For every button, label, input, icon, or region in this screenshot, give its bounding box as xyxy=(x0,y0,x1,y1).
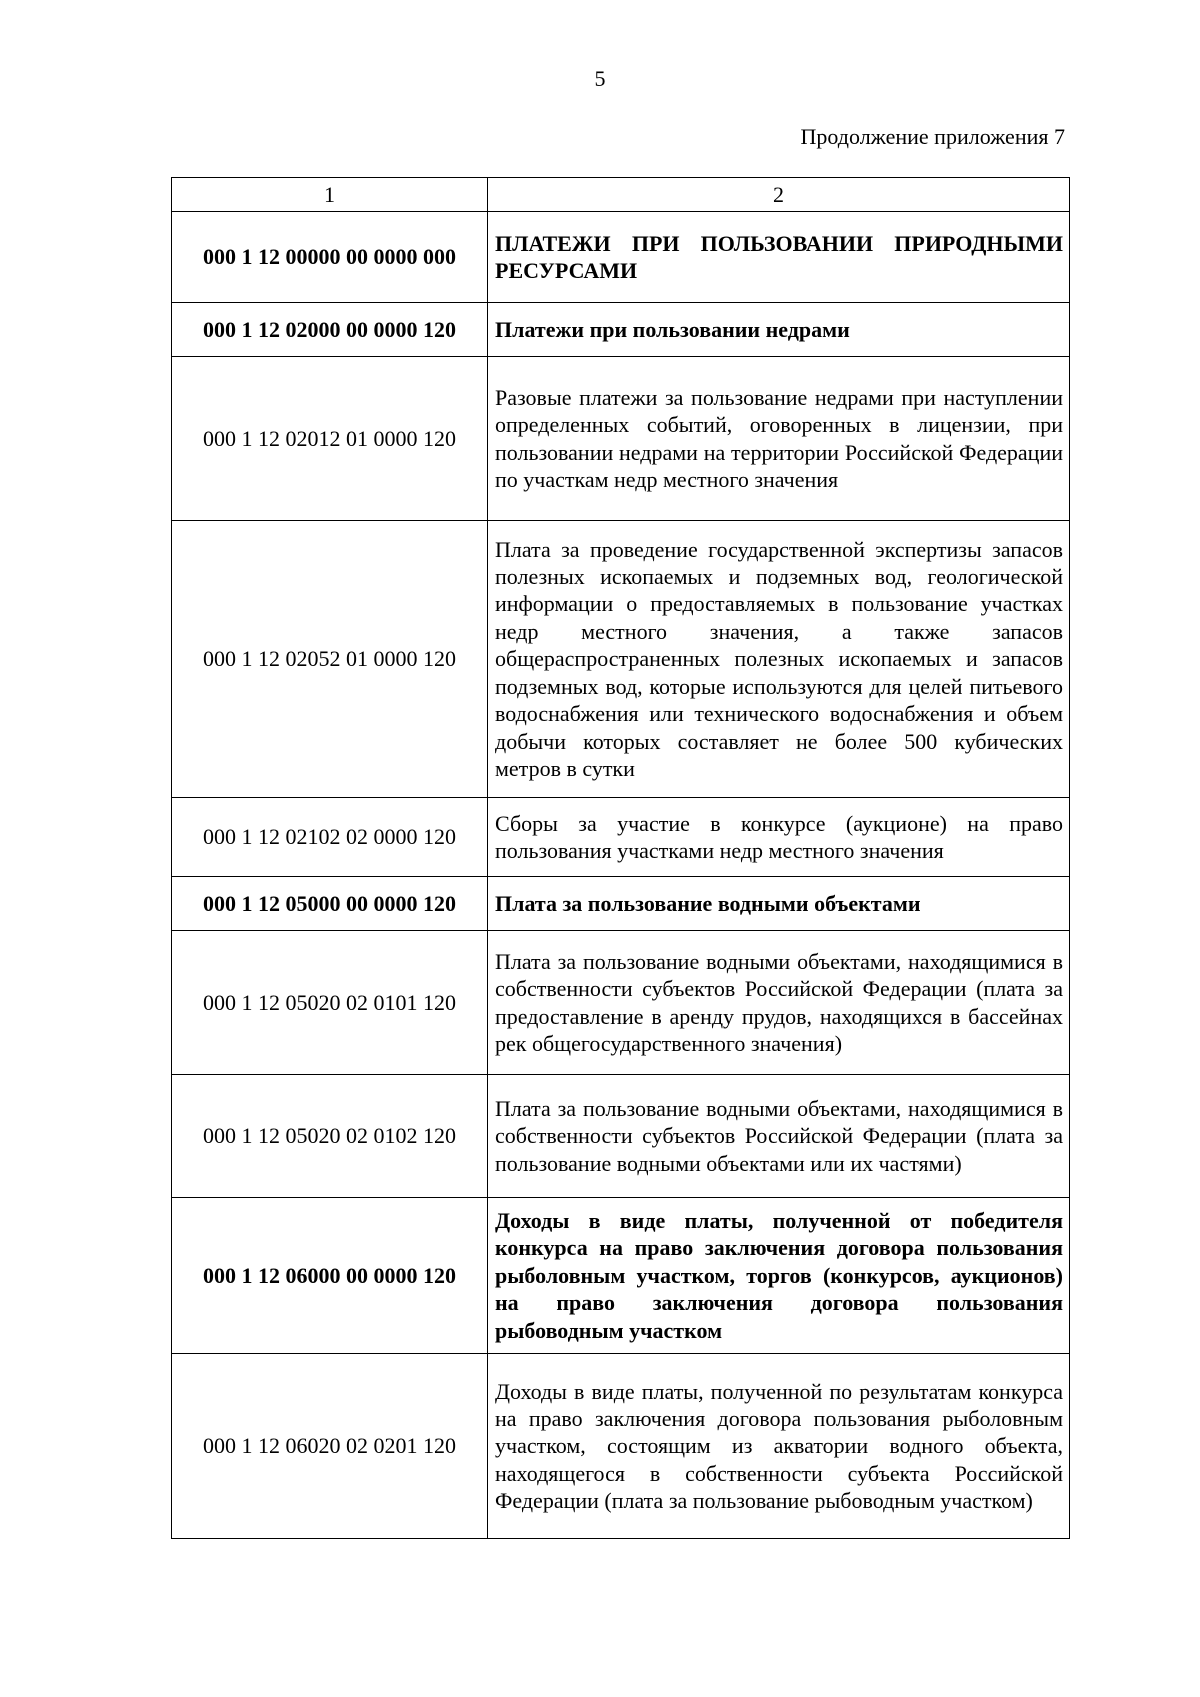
income-name-cell: Разовые платежи за пользование недрами при наступлении определенных событий, оговоренных в лицензии, при пользовании недрами на территории Российской Федерации по участкам недр местного значения xyxy=(488,357,1070,521)
income-name-cell: Платежи при пользовании недрами xyxy=(488,303,1070,357)
table-row xyxy=(172,1354,1070,1539)
budget-code-cell: 000 1 12 05000 00 0000 120 xyxy=(172,877,488,931)
column-header-2: 2 xyxy=(488,178,1070,212)
table-row xyxy=(172,1075,1070,1198)
page-number: 5 xyxy=(594,66,606,91)
budget-code-cell: 000 1 12 02052 01 0000 120 xyxy=(172,521,488,798)
table-row xyxy=(172,1198,1070,1354)
budget-code-cell: 000 1 12 06020 02 0201 120 xyxy=(172,1354,488,1539)
table-row xyxy=(172,798,1070,877)
budget-codes-table xyxy=(171,177,1070,1539)
table-row xyxy=(172,521,1070,798)
income-name-cell: Доходы в виде платы, полученной по результатам конкурса на право заключения договора пользования рыболовным участком, состоящим из акватории водного объекта, находящегося в собственности субъекта Российской Федерации (плата за пользование рыбоводным участком) xyxy=(488,1354,1070,1539)
table-row xyxy=(172,212,1070,303)
budget-code-cell: 000 1 12 02102 02 0000 120 xyxy=(172,798,488,877)
budget-code-cell: 000 1 12 02012 01 0000 120 xyxy=(172,357,488,521)
table-header-row xyxy=(172,178,1070,212)
budget-code-cell: 000 1 12 06000 00 0000 120 xyxy=(172,1198,488,1354)
appendix-continuation-label: Продолжение приложения 7 xyxy=(800,124,1065,149)
table-body xyxy=(172,178,1070,1539)
budget-code-cell: 000 1 12 00000 00 0000 000 xyxy=(172,212,488,303)
income-name-cell: Плата за пользование водными объектами, находящимися в собственности субъектов Российской Федерации (плата за пользование водными объектами или их частями) xyxy=(488,1075,1070,1198)
table-row xyxy=(172,877,1070,931)
income-name-cell: Плата за проведение государственной экспертизы запасов полезных ископаемых и подземных вод, геологической информации о предоставляемых в пользование участках недр местного значения, а также запасов общераспространенных полезных ископаемых и запасов подземных вод, которые используются для целей питьевого водоснабжения или технического водоснабжения и объем добычи которых составляет не более 500 кубических метров в сутки xyxy=(488,521,1070,798)
table-row xyxy=(172,357,1070,521)
income-name-cell: ПЛАТЕЖИ ПРИ ПОЛЬЗОВАНИИ ПРИРОДНЫМИ РЕСУРСАМИ xyxy=(488,212,1070,303)
column-header-1: 1 xyxy=(172,178,488,212)
budget-code-cell: 000 1 12 05020 02 0101 120 xyxy=(172,931,488,1075)
income-name-cell: Сборы за участие в конкурсе (аукционе) на право пользования участками недр местного значения xyxy=(488,798,1070,877)
income-name-cell: Плата за пользование водными объектами xyxy=(488,877,1070,931)
budget-code-cell: 000 1 12 05020 02 0102 120 xyxy=(172,1075,488,1198)
table-row xyxy=(172,931,1070,1075)
income-name-cell: Доходы в виде платы, полученной от победителя конкурса на право заключения договора пользования рыболовным участком, торгов (конкурсов, аукционов) на право заключения договора пользования рыбоводным участком xyxy=(488,1198,1070,1354)
budget-code-cell: 000 1 12 02000 00 0000 120 xyxy=(172,303,488,357)
income-name-cell: Плата за пользование водными объектами, находящимися в собственности субъектов Российской Федерации (плата за предоставление в аренду прудов, находящихся в бассейнах рек общегосударственного значения) xyxy=(488,931,1070,1075)
table-row xyxy=(172,303,1070,357)
